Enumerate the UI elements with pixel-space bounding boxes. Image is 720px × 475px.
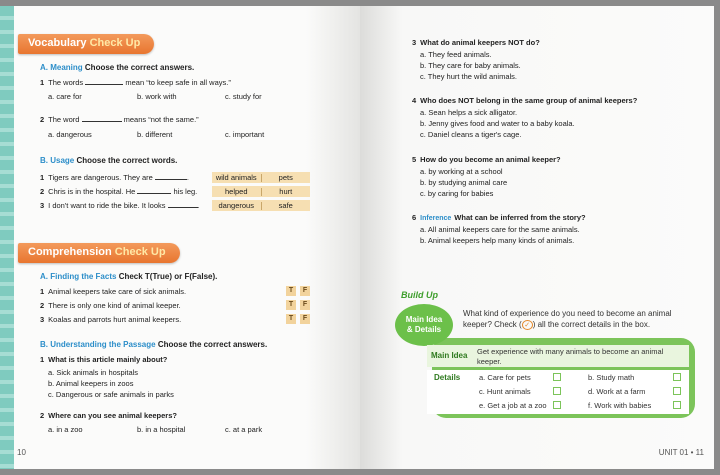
meaning-q1-option-b[interactable]: b. work with — [137, 92, 177, 101]
q6-option-b[interactable]: b. Animal keepers help many kinds of animals. — [420, 236, 575, 245]
false-option[interactable]: F — [300, 286, 310, 296]
main-idea-row — [427, 345, 689, 367]
q3: 3 What do animal keepers NOT do? — [412, 38, 540, 47]
passage-q1: 1 What is this article mainly about? — [40, 355, 168, 364]
q3-option-c[interactable]: c. They hurt the wild animals. — [420, 72, 517, 81]
main-idea-label: Main Idea — [431, 351, 468, 360]
usage-wordbox-1 — [212, 172, 310, 183]
main-idea-text: Get experience with many animals to become an animal keeper. — [477, 347, 664, 366]
meaning-q2-option-b[interactable]: b. different — [137, 130, 173, 139]
q5-option-b[interactable]: b. by studying animal care — [420, 178, 508, 187]
passage-q2-option-b[interactable]: b. in a hospital — [137, 425, 186, 434]
detail-checkbox[interactable] — [673, 387, 681, 395]
build-up-question: What kind of experience do you need to become an animal keeper? Check ( ✓ ) all the correct details in the box. — [463, 309, 672, 329]
q3-option-a[interactable]: a. They feed animals. — [420, 50, 492, 59]
meaning-heading — [40, 63, 194, 72]
detail-checkbox[interactable] — [673, 401, 681, 409]
banner-title: Vocabulary — [28, 37, 87, 49]
meaning-instruction: Choose the correct answers. — [84, 63, 195, 72]
passage-q2-option-c[interactable]: c. at a park — [225, 425, 263, 434]
passage-q1-option-c[interactable]: c. Dangerous or safe animals in parks — [48, 390, 174, 399]
answer-blank[interactable] — [137, 188, 171, 194]
usage-wordbox-3 — [212, 200, 310, 211]
vocabulary-banner — [18, 34, 154, 54]
usage-item-1: 1 Tigers are dangerous. They are . — [40, 173, 190, 182]
q4: 4 Who does NOT belong in the same group of animal keepers? — [412, 96, 638, 105]
q4-option-c[interactable]: c. Daniel cleans a tiger's cage. — [420, 130, 522, 139]
q4-option-b[interactable]: b. Jenny gives food and water to a baby koala. — [420, 119, 575, 128]
left-page — [0, 6, 360, 469]
checkmark-icon: ✓ — [522, 320, 533, 330]
true-option[interactable]: T — [286, 314, 296, 324]
fact-item-3: 3 Koalas and parrots hurt animal keepers. — [40, 315, 182, 324]
decorative-strip — [0, 6, 14, 469]
page-number-left: 10 — [17, 448, 26, 457]
details-label: Details — [434, 373, 461, 382]
answer-blank[interactable] — [85, 79, 123, 85]
details-box — [427, 370, 689, 414]
passage-q1-option-a[interactable]: a. Sick animals in hospitals — [48, 368, 139, 377]
fact-item-1: 1 Animal keepers take care of sick animals. — [40, 287, 187, 296]
word-choice[interactable]: helped — [224, 187, 248, 196]
banner-highlight: Check Up — [89, 37, 141, 49]
comprehension-banner — [18, 243, 180, 263]
detail-item: d. Work at a farm — [588, 387, 646, 396]
detail-checkbox[interactable] — [553, 401, 561, 409]
passage-heading — [40, 340, 267, 349]
meaning-q2: 2 The word means “not the same.” — [40, 115, 199, 124]
fact-item-2: 2 There is only one kind of animal keeper. — [40, 301, 181, 310]
word-choice[interactable]: dangerous — [218, 201, 254, 210]
usage-item-2: 2 Chris is in the hospital. He his leg. — [40, 187, 198, 196]
page-number-right: UNIT 01 • 11 — [658, 448, 704, 457]
meaning-q2-option-c[interactable]: c. important — [225, 130, 265, 139]
q5-option-a[interactable]: a. by working at a school — [420, 167, 503, 176]
q5-option-c[interactable]: c. by caring for babies — [420, 189, 494, 198]
usage-wordbox-2 — [212, 186, 310, 197]
build-up-title: Build Up — [401, 290, 438, 300]
banner-title: Comprehension — [28, 246, 112, 258]
q6-option-a[interactable]: a. All animal keepers care for the same animals. — [420, 225, 580, 234]
main-idea-details-badge: Main Idea & Details — [395, 304, 453, 346]
passage-label: B. Understanding the Passage — [40, 340, 156, 349]
detail-item: a. Care for pets — [479, 373, 531, 382]
q4-option-a[interactable]: a. Sean helps a sick alligator. — [420, 108, 518, 117]
answer-blank[interactable] — [155, 174, 187, 180]
false-option[interactable]: F — [300, 300, 310, 310]
word-choice[interactable]: pets — [278, 173, 293, 182]
inference-tag: Inference — [420, 215, 452, 222]
meaning-label: A. Meaning — [40, 63, 83, 72]
usage-item-3: 3 I don't want to ride the bike. It looks . — [40, 201, 200, 210]
answer-blank[interactable] — [168, 202, 198, 208]
passage-instruction: Choose the correct answers. — [157, 340, 268, 349]
q6: 6 Inference What can be inferred from the story? — [412, 213, 586, 222]
meaning-q1-option-c[interactable]: c. study for — [225, 92, 262, 101]
q5: 5 How do you become an animal keeper? — [412, 155, 561, 164]
usage-heading — [40, 156, 177, 165]
usage-label: B. Usage — [40, 156, 75, 165]
true-option[interactable]: T — [286, 300, 296, 310]
detail-item: f. Work with babies — [588, 401, 652, 410]
word-choice[interactable]: safe — [278, 201, 293, 210]
word-choice[interactable]: hurt — [279, 187, 293, 196]
answer-blank[interactable] — [82, 116, 122, 122]
build-up-section — [395, 290, 695, 418]
detail-checkbox[interactable] — [553, 387, 561, 395]
usage-instruction: Choose the correct words. — [76, 156, 178, 165]
meaning-q1-option-a[interactable]: a. care for — [48, 92, 82, 101]
facts-heading — [40, 272, 217, 281]
facts-label: A. Finding the Facts — [40, 272, 117, 281]
passage-q2: 2 Where can you see animal keepers? — [40, 411, 177, 420]
detail-item: b. Study math — [588, 373, 635, 382]
detail-item: c. Hunt animals — [479, 387, 531, 396]
passage-q1-option-b[interactable]: b. Animal keepers in zoos — [48, 379, 134, 388]
passage-q2-option-a[interactable]: a. in a zoo — [48, 425, 83, 434]
true-option[interactable]: T — [286, 286, 296, 296]
facts-instruction: Check T(True) or F(False). — [118, 272, 218, 281]
build-up-badge — [395, 290, 457, 346]
detail-checkbox[interactable] — [673, 373, 681, 381]
q3-option-b[interactable]: b. They care for baby animals. — [420, 61, 521, 70]
banner-highlight: Check Up — [114, 246, 166, 258]
meaning-q2-option-a[interactable]: a. dangerous — [48, 130, 92, 139]
detail-checkbox[interactable] — [553, 373, 561, 381]
word-choice[interactable]: wild animals — [215, 173, 257, 182]
false-option[interactable]: F — [300, 314, 310, 324]
detail-item: e. Get a job at a zoo — [479, 401, 547, 410]
meaning-q1: 1 The words mean “to keep safe in all ways.” — [40, 78, 231, 87]
